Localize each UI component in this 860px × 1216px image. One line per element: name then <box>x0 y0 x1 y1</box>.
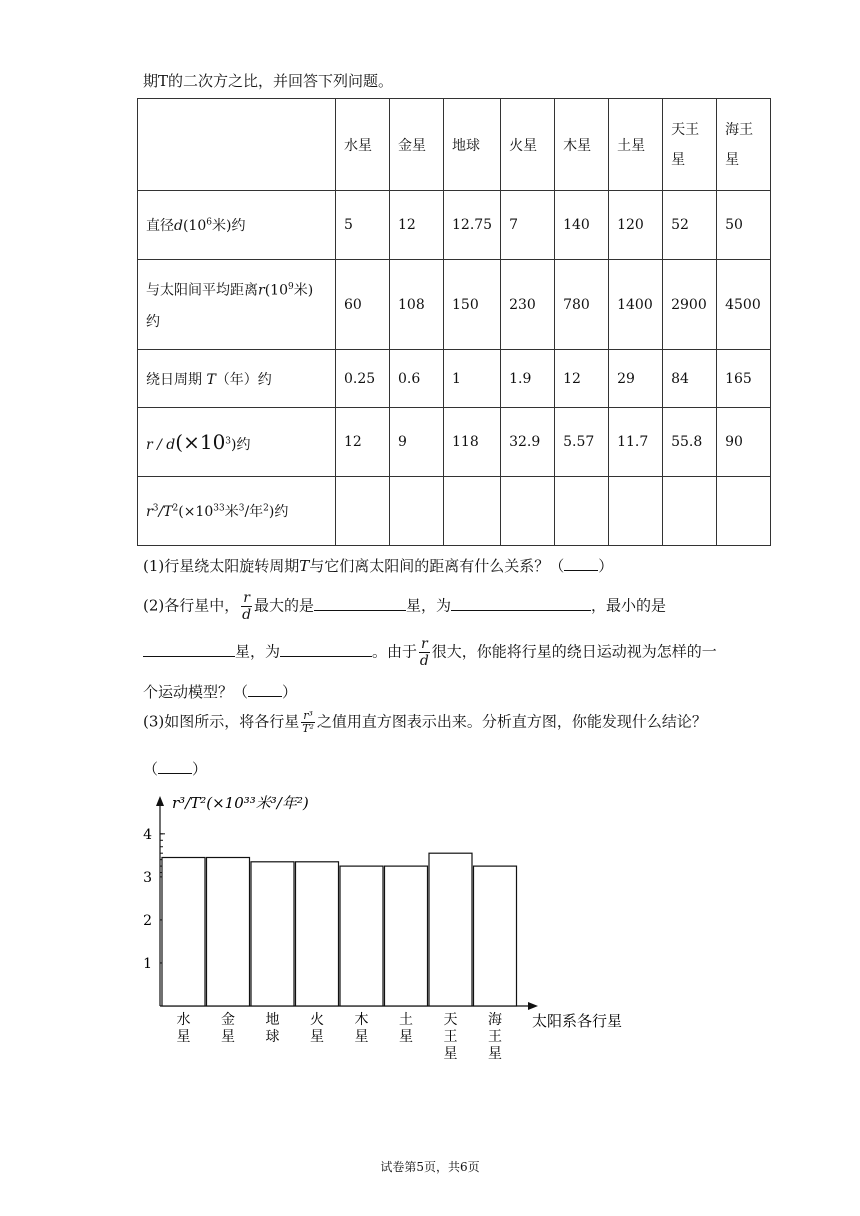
y-axis-arrow <box>156 796 164 806</box>
planet-table <box>137 98 771 546</box>
table-cell: 7 <box>501 191 555 260</box>
table-row-period <box>138 350 771 408</box>
bar <box>429 853 472 1006</box>
table-cell-empty <box>663 477 717 546</box>
table-cell: 230 <box>501 260 555 350</box>
x-tick-label: 王 <box>488 1029 502 1045</box>
row-label: $r^3/T^2(\times 10^{33}$米$^3$/年$^2$)约 <box>138 477 336 546</box>
question-2-line3: 个运动模型？（ ） <box>143 683 298 701</box>
answer-blank <box>451 596 591 611</box>
table-cell: 12.75 <box>444 191 501 260</box>
x-tick-label: 王 <box>443 1029 458 1045</box>
y-axis-label: r³/T²(×10³³米³/年²) <box>172 794 309 812</box>
table-cell: 5.57 <box>555 408 609 477</box>
answer-blank <box>280 642 372 657</box>
x-tick-label: 海 <box>488 1012 502 1028</box>
table-cell: 150 <box>444 260 501 350</box>
row-label: 与太阳间平均距离$r(10^9$米) 约 <box>138 260 336 350</box>
y-tick-label: 4 <box>143 826 152 843</box>
bar <box>340 866 383 1006</box>
table-cell: 9 <box>390 408 444 477</box>
table-cell: 108 <box>390 260 444 350</box>
table-cell-empty <box>444 477 501 546</box>
fraction-r3-over-t2: $\frac{\text{r³}}{\text{T²}}$ <box>302 709 314 735</box>
table-row-distance <box>138 260 771 350</box>
table-cell: 118 <box>444 408 501 477</box>
x-tick-label: 木 <box>354 1012 369 1028</box>
table-cell: 5 <box>336 191 390 260</box>
row-label: 绕日周期 T（年）约 <box>138 350 336 408</box>
table-row-kepler-ratio <box>138 477 771 546</box>
bar <box>162 858 205 1007</box>
x-tick-label: 地 <box>265 1012 280 1028</box>
table-header-cell: 火星 <box>501 99 555 191</box>
x-axis-label: 太阳系各行星 <box>532 1012 623 1030</box>
table-header-cell: 天王 星 <box>663 99 717 191</box>
table-cell: 1 <box>444 350 501 408</box>
answer-blank <box>248 682 282 697</box>
table-header-cell: 金星 <box>390 99 444 191</box>
intro-text: 期T的二次方之比，并回答下列问题。 <box>143 72 394 90</box>
x-tick-label: 水 <box>176 1012 191 1028</box>
question-2-line1: (2)各行星中， $\frac{r}{d}$ 最大的是 星，为 ，最小的是 <box>143 590 666 623</box>
x-tick-label: 星 <box>443 1046 458 1062</box>
table-cell: 60 <box>336 260 390 350</box>
table-cell: 50 <box>717 191 771 260</box>
x-tick-label: 天 <box>443 1012 458 1028</box>
x-tick-label: 球 <box>265 1029 280 1045</box>
question-3-line1: (3)如图所示，将各行星 $\frac{\text{r³}}{\text{T²}}$ 之值用直方图表示出来。分析直方图，你能发现什么结论？ <box>143 709 707 735</box>
row-label: $r / d(\times 10^3)$约 <box>138 408 336 477</box>
table-cell: 12 <box>336 408 390 477</box>
table-cell: 1.9 <box>501 350 555 408</box>
table-cell: 0.25 <box>336 350 390 408</box>
y-tick-label: 1 <box>143 955 152 972</box>
table-cell-empty <box>609 477 663 546</box>
table-row-diameter <box>138 191 771 260</box>
bar <box>385 866 428 1006</box>
table-header-cell: 海王 星 <box>717 99 771 191</box>
x-tick-label: 星 <box>310 1029 324 1045</box>
table-cell: 32.9 <box>501 408 555 477</box>
x-tick-label: 星 <box>221 1029 235 1045</box>
table-corner-cell <box>138 99 336 191</box>
table-cell: 0.6 <box>390 350 444 408</box>
x-axis-arrow <box>528 1002 538 1010</box>
table-header-cell: 木星 <box>555 99 609 191</box>
table-cell-empty <box>717 477 771 546</box>
question-3-line2: （ ） <box>143 760 208 778</box>
answer-blank <box>143 642 235 657</box>
table-cell-empty <box>390 477 444 546</box>
bar <box>296 862 339 1006</box>
x-tick-label: 星 <box>354 1029 369 1045</box>
x-tick-label: 金 <box>221 1012 235 1028</box>
x-tick-label: 星 <box>176 1029 191 1045</box>
table-cell-empty <box>501 477 555 546</box>
table-header-cell: 地球 <box>444 99 501 191</box>
table-cell: 12 <box>390 191 444 260</box>
answer-blank <box>158 759 192 774</box>
x-tick-label: 土 <box>399 1012 413 1028</box>
table-cell: 11.7 <box>609 408 663 477</box>
table-header-cell: 水星 <box>336 99 390 191</box>
y-tick-label: 2 <box>143 912 152 929</box>
y-tick-label: 3 <box>143 869 152 886</box>
row-label: 直径$d(10^6$米)约 <box>138 191 336 260</box>
question-1: (1)行星绕太阳旋转周期T与它们离太阳间的距离有什么关系？（ ） <box>143 557 614 575</box>
bar <box>474 866 517 1006</box>
table-cell-empty <box>555 477 609 546</box>
table-cell: 2900 <box>663 260 717 350</box>
table-cell: 52 <box>663 191 717 260</box>
table-cell: 12 <box>555 350 609 408</box>
fraction-r-over-d: $\frac{r}{d}$ <box>242 590 252 623</box>
table-header-cell: 土星 <box>609 99 663 191</box>
bar <box>251 862 294 1006</box>
table-cell: 55.8 <box>663 408 717 477</box>
table-cell: 4500 <box>717 260 771 350</box>
x-tick-label: 星 <box>488 1046 502 1062</box>
table-cell: 90 <box>717 408 771 477</box>
table-cell-empty <box>336 477 390 546</box>
x-tick-label: 火 <box>310 1012 324 1028</box>
table-cell: 1400 <box>609 260 663 350</box>
fraction-r-over-d: $\frac{r}{d}$ <box>419 636 429 669</box>
table-cell: 140 <box>555 191 609 260</box>
table-cell: 84 <box>663 350 717 408</box>
x-tick-label: 星 <box>399 1029 413 1045</box>
histogram-chart <box>140 788 640 1078</box>
answer-blank <box>314 596 406 611</box>
table-cell: 165 <box>717 350 771 408</box>
answer-blank <box>564 556 598 571</box>
table-cell: 120 <box>609 191 663 260</box>
page-footer: 试卷第5页，共6页 <box>380 1160 480 1174</box>
question-2-line2: 星，为 。由于 $\frac{r}{d}$ 很大，你能将行星的绕日运动视为怎样的一 <box>143 636 717 669</box>
bar <box>207 858 250 1007</box>
table-cell: 780 <box>555 260 609 350</box>
table-cell: 29 <box>609 350 663 408</box>
table-row-r-over-d <box>138 408 771 477</box>
table-header-row <box>138 99 771 191</box>
